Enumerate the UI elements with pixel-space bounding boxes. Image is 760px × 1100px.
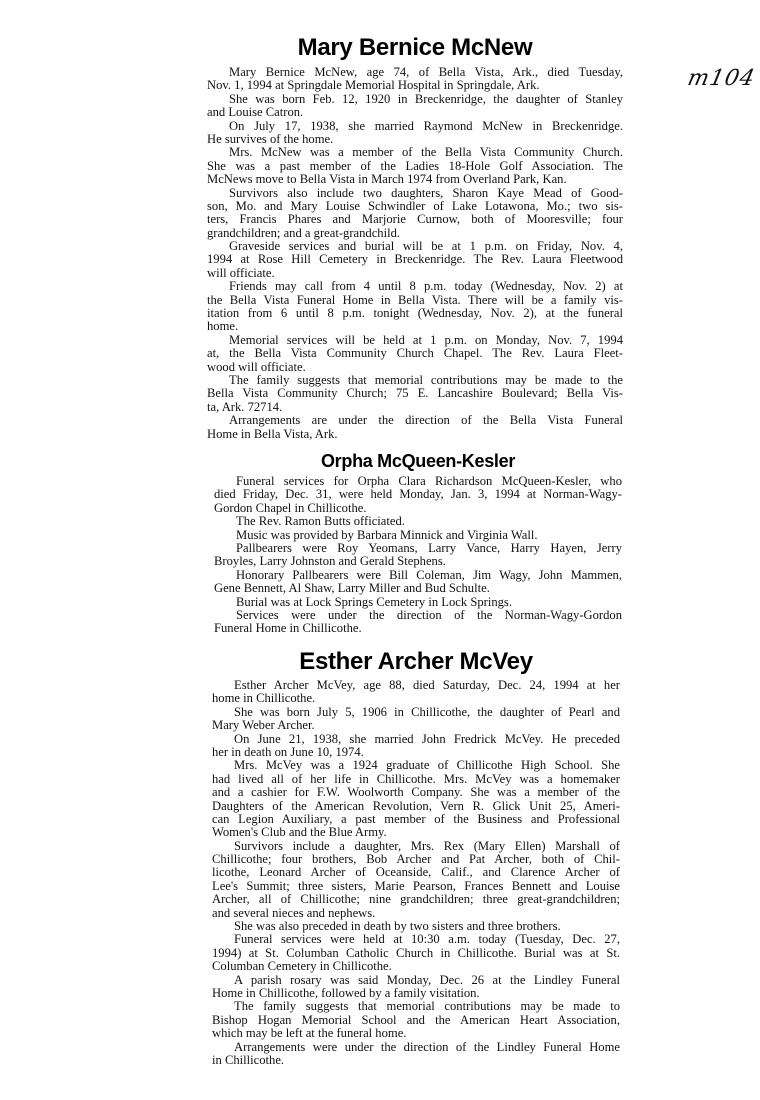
text-line: at, the Bella Vista Community Church Chapel. The Rev. Laura Fleet- bbox=[207, 347, 623, 361]
paragraph bbox=[214, 529, 622, 542]
text-line: She was a past member of the Ladies 18-Hole Golf Association. The bbox=[207, 159, 623, 173]
text-line: Survivors also include two daughters, Sharon Kaye Mead of Good- bbox=[229, 186, 623, 200]
paragraph bbox=[212, 1041, 620, 1068]
text-line: Women's Club and the Blue Army. bbox=[212, 826, 387, 840]
text-line: Broyles, Larry Johnston and Gerald Stephens. bbox=[214, 555, 446, 569]
text-line: The family suggests that memorial contributions may be made to the bbox=[229, 373, 623, 387]
text-line: 1994) at St. Columban Catholic Church in Chillicothe. Burial was at St. bbox=[212, 946, 620, 960]
text-line: Lee's Summit; three sisters, Marie Pearson, Frances Bennett and Louise bbox=[212, 879, 620, 893]
text-line: wood will officiate. bbox=[207, 360, 306, 374]
text-line: Honorary Pallbearers were Bill Coleman, Jim Wagy, John Mammen, bbox=[236, 568, 622, 582]
paragraph bbox=[207, 334, 623, 374]
text-line: Friends may call from 4 until 8 p.m. today (Wednesday, Nov. 2) at bbox=[229, 280, 623, 294]
text-line: home in Chillicothe. bbox=[212, 692, 316, 706]
paragraph bbox=[212, 974, 620, 1001]
text-line: and Louise Catron. bbox=[207, 106, 304, 120]
text-line: Arrangements were under the direction of the Lindley Funeral Home bbox=[234, 1040, 620, 1054]
obituary-mary-bernice-mcnew bbox=[207, 33, 623, 441]
text-line: ta, Ark. 72714. bbox=[207, 400, 283, 414]
paragraph bbox=[207, 240, 623, 280]
paragraph bbox=[207, 187, 623, 241]
text-line: On June 21, 1938, she married John Fredrick McVey. He preceded bbox=[234, 732, 620, 746]
text-line: had lived all of her life in Chillicothe. Mrs. McVey was a homemaker bbox=[212, 772, 620, 786]
text-line: Archer, all of Chillicothe; nine grandchildren; three great-grandchildren; bbox=[212, 893, 620, 907]
paragraph bbox=[212, 933, 620, 973]
text-line: Pallbearers were Roy Yeomans, Larry Vance, Harry Hayen, Jerry bbox=[236, 541, 622, 555]
paragraph bbox=[214, 515, 622, 528]
text-line: The family suggests that memorial contributions may be made to bbox=[234, 1000, 620, 1014]
text-line: Mary Bernice McNew, age 74, of Bella Vista, Ark., died Tuesday, bbox=[229, 66, 623, 79]
text-line: Home in Bella Vista, Ark. bbox=[207, 427, 338, 441]
text-line: the Bella Vista Funeral Home in Bella Vista. There will be a family vis- bbox=[207, 293, 623, 307]
text-line: Music was provided by Barbara Minnick and Virginia Wall. bbox=[236, 528, 538, 542]
paragraph bbox=[212, 840, 620, 920]
paragraph bbox=[207, 280, 623, 334]
text-line: Bella Vista Community Church; 75 E. Lancashire Boulevard; Bella Vis- bbox=[207, 387, 623, 401]
paragraph bbox=[207, 414, 623, 441]
text-line: her in death on June 10, 1974. bbox=[212, 745, 364, 759]
text-line: She was born July 5, 1906 in Chillicothe, the daughter of Pearl and bbox=[234, 705, 620, 719]
paragraph bbox=[207, 146, 623, 186]
text-line: Services were under the direction of the Norman-Wagy-Gordon bbox=[236, 608, 622, 622]
text-line: The Rev. Ramon Butts officiated. bbox=[236, 515, 405, 529]
obituary-title: Esther Archer McVey bbox=[299, 648, 533, 675]
text-line: McNews move to Bella Vista in March 1974 from Overland Park, Kan. bbox=[207, 173, 567, 187]
paragraph bbox=[212, 1000, 620, 1040]
text-line: home. bbox=[207, 320, 239, 334]
text-line: Graveside services and burial will be at 1 p.m. on Friday, Nov. 4, bbox=[229, 240, 623, 254]
paragraph bbox=[214, 609, 622, 636]
paragraph bbox=[207, 120, 623, 147]
paragraph bbox=[214, 569, 622, 596]
text-line: ters, Francis Phares and Marjorie Curnow, both of Mooresville; four bbox=[207, 213, 623, 227]
text-line: He survives of the home. bbox=[207, 132, 334, 146]
text-line: Funeral services for Orpha Clara Richardson McQueen-Kesler, who bbox=[236, 475, 622, 488]
paragraph bbox=[212, 759, 620, 839]
text-line: She was born Feb. 12, 1920 in Breckenridge, the daughter of Stanley bbox=[229, 92, 623, 106]
text-line: Mrs. McNew was a member of the Bella Vista Community Church. bbox=[229, 146, 623, 160]
text-line: Chillicothe; four brothers, Bob Archer and Pat Archer, both of Chil- bbox=[212, 853, 620, 867]
text-line: Funeral services were held at 10:30 a.m. today (Tuesday, Dec. 27, bbox=[234, 933, 620, 947]
paragraph bbox=[212, 920, 620, 933]
text-line: Gene Bennett, Al Shaw, Larry Miller and Bud Schulte. bbox=[214, 582, 490, 596]
text-line: Home in Chillicothe, followed by a family visitation. bbox=[212, 986, 480, 1000]
text-line: Survivors include a daughter, Mrs. Rex (Mary Ellen) Marshall of bbox=[234, 839, 620, 853]
paragraph bbox=[212, 679, 620, 706]
text-line: Burial was at Lock Springs Cemetery in Lock Springs. bbox=[236, 595, 512, 609]
text-line: died Friday, Dec. 31, were held Monday, Jan. 3, 1994 at Norman-Wagy- bbox=[214, 488, 622, 502]
paragraph bbox=[207, 66, 623, 93]
text-line: Funeral Home in Chillicothe. bbox=[214, 622, 362, 636]
obituary-body bbox=[207, 66, 623, 441]
text-line: itation from 6 until 8 p.m. tonight (Wednesday, Nov. 2), at the funeral bbox=[207, 307, 623, 321]
paragraph bbox=[207, 93, 623, 120]
obituary-title: Mary Bernice McNew bbox=[297, 34, 533, 61]
obituary-esther-archer-mcvey bbox=[212, 647, 620, 1067]
paragraph bbox=[214, 596, 622, 609]
text-line: A parish rosary was said Monday, Dec. 26 at the Lindley Funeral bbox=[234, 973, 620, 987]
text-line: which may be left at the funeral home. bbox=[212, 1027, 407, 1041]
paragraph bbox=[212, 706, 620, 733]
text-line: Esther Archer McVey, age 88, died Saturday, Dec. 24, 1994 at her bbox=[234, 679, 620, 692]
text-line: in Chillicothe. bbox=[212, 1053, 285, 1067]
text-line: Columban Cemetery in Chillicothe. bbox=[212, 960, 392, 974]
text-line: and several nieces and nephews. bbox=[212, 906, 376, 920]
text-line: On July 17, 1938, she married Raymond McNew in Breckenridge. bbox=[229, 119, 623, 133]
text-line: Mary Weber Archer. bbox=[212, 719, 315, 733]
obituary-body bbox=[212, 679, 620, 1067]
paragraph bbox=[214, 542, 622, 569]
text-line: 1994 at Rose Hill Cemetery in Breckenridge. The Rev. Laura Fleetwood bbox=[207, 253, 623, 267]
text-line: Nov. 1, 1994 at Springdale Memorial Hospital in Springdale, Ark. bbox=[207, 79, 540, 93]
text-line: grandchildren; and a great-grandchild. bbox=[207, 226, 401, 240]
obituary-title: Orpha McQueen-Kesler bbox=[320, 451, 516, 471]
handwritten-page-number: m104 bbox=[685, 66, 758, 91]
text-line: son, Mo. and Mary Louise Schwindler of Lake Lotawona, Mo.; two sis- bbox=[207, 199, 623, 213]
paragraph bbox=[207, 374, 623, 414]
text-line: Arrangements are under the direction of the Bella Vista Funeral bbox=[229, 414, 623, 428]
obituary-orpha-mcqueen-kesler bbox=[214, 449, 622, 636]
text-line: licothe, Leonard Archer of Oceanside, Calif., and Clarence Archer of bbox=[212, 866, 620, 880]
text-line: will officiate. bbox=[207, 266, 275, 280]
text-line: can Legion Auxiliary, a past member of the Business and Professional bbox=[212, 812, 620, 826]
paragraph bbox=[214, 475, 622, 515]
paragraph bbox=[212, 733, 620, 760]
text-line: and a cashier for F.W. Woolworth Company. She was a member of the bbox=[212, 786, 620, 800]
text-line: Daughters of the American Revolution, Vern R. Glick Unit 25, Ameri- bbox=[212, 799, 620, 813]
text-line: Gordon Chapel in Chillicothe. bbox=[214, 501, 367, 515]
obituary-body bbox=[214, 475, 622, 636]
text-line: Memorial services will be held at 1 p.m. on Monday, Nov. 7, 1994 bbox=[229, 333, 623, 347]
text-line: She was also preceded in death by two sisters and three brothers. bbox=[234, 920, 561, 934]
text-line: Mrs. McVey was a 1924 graduate of Chillicothe High School. She bbox=[234, 759, 620, 773]
text-line: Bishop Hogan Memorial School and the American Heart Association, bbox=[212, 1013, 620, 1027]
